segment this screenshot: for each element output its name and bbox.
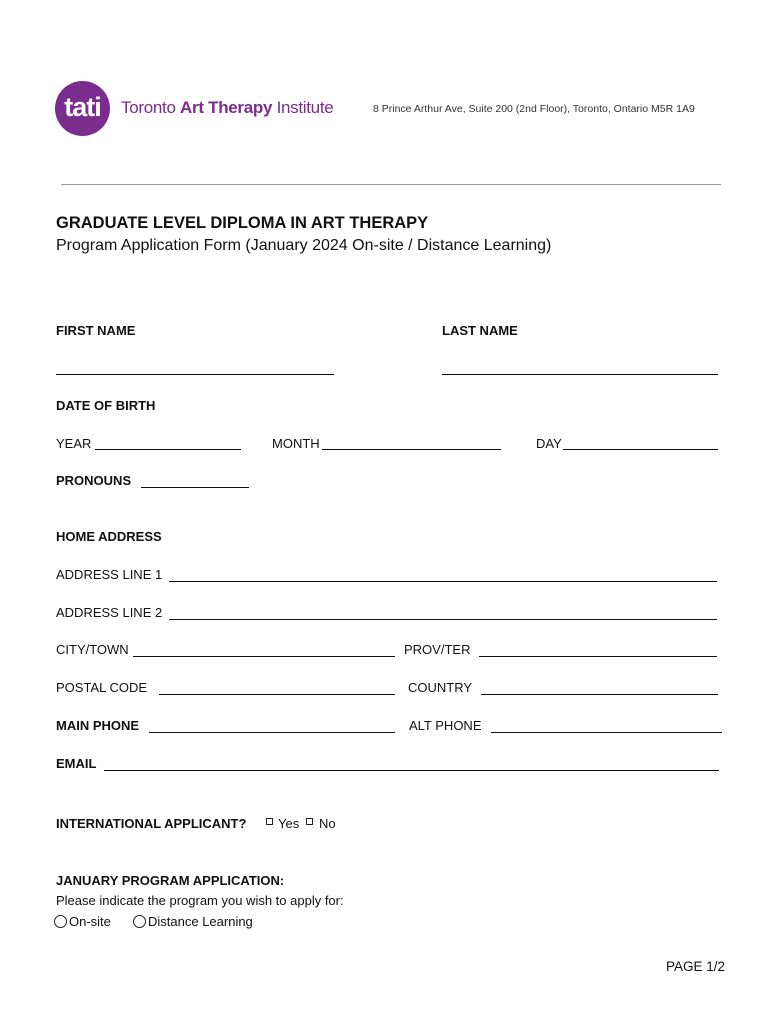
international-applicant-label: INTERNATIONAL APPLICANT? [56,816,247,831]
distance-learning-label: Distance Learning [148,914,253,929]
address-line-1-field[interactable] [169,568,717,582]
distance-learning-radio[interactable] [133,915,146,928]
email-label: EMAIL [56,756,97,771]
country-field[interactable] [481,681,718,695]
alt-phone-field[interactable] [491,719,722,733]
postal-code-field[interactable] [159,681,395,695]
last-name-label: LAST NAME [442,323,518,338]
header-divider [61,184,721,185]
date-of-birth-heading: DATE OF BIRTH [56,398,156,413]
main-phone-label: MAIN PHONE [56,718,140,733]
first-name-label: FIRST NAME [56,323,136,338]
home-address-heading: HOME ADDRESS [56,529,162,544]
prov-ter-field[interactable] [479,643,717,657]
form-title: GRADUATE LEVEL DIPLOMA IN ART THERAPY [56,214,429,232]
country-label: COUNTRY [408,680,473,695]
day-label: DAY [536,436,562,451]
onsite-label: On-site [69,914,111,929]
year-field[interactable] [95,436,241,450]
org-name-suffix: Institute [272,98,334,117]
international-yes-checkbox[interactable] [266,818,273,825]
main-phone-field[interactable] [149,719,395,733]
email-field[interactable] [104,757,719,771]
address-line-2-label: ADDRESS LINE 2 [56,605,163,620]
postal-code-label: POSTAL CODE [56,680,148,695]
onsite-radio[interactable] [54,915,67,928]
city-town-label: CITY/TOWN [56,642,129,657]
month-label: MONTH [272,436,320,451]
logo [55,81,110,136]
year-label: YEAR [56,436,92,451]
city-town-field[interactable] [133,643,395,657]
month-field[interactable] [322,436,501,450]
international-yes-label: Yes [278,816,300,831]
prov-ter-label: PROV/TER [404,642,471,657]
institute-address: 8 Prince Arthur Ave, Suite 200 (2nd Floor), Toronto, Ontario M5R 1A9 [373,103,695,115]
alt-phone-label: ALT PHONE [409,718,482,733]
pronouns-label: PRONOUNS [56,473,132,488]
international-no-checkbox[interactable] [306,818,313,825]
page-number: PAGE 1/2 [665,959,725,974]
day-field[interactable] [563,436,718,450]
address-line-2-field[interactable] [169,606,717,620]
org-name [121,98,333,118]
org-name-prefix: Toronto [121,98,181,117]
pronouns-field[interactable] [141,474,249,488]
logo-text: tati [64,92,101,122]
program-instruction: Please indicate the program you wish to apply for: [56,893,344,908]
org-name-bold: Art Therapy [180,98,273,117]
last-name-field[interactable] [442,361,718,375]
form-subtitle: Program Application Form (January 2024 On-site / Distance Learning) [56,237,552,254]
international-no-label: No [319,816,336,831]
program-application-heading: JANUARY PROGRAM APPLICATION: [56,873,285,888]
first-name-field[interactable] [56,361,334,375]
address-line-1-label: ADDRESS LINE 1 [56,567,163,582]
